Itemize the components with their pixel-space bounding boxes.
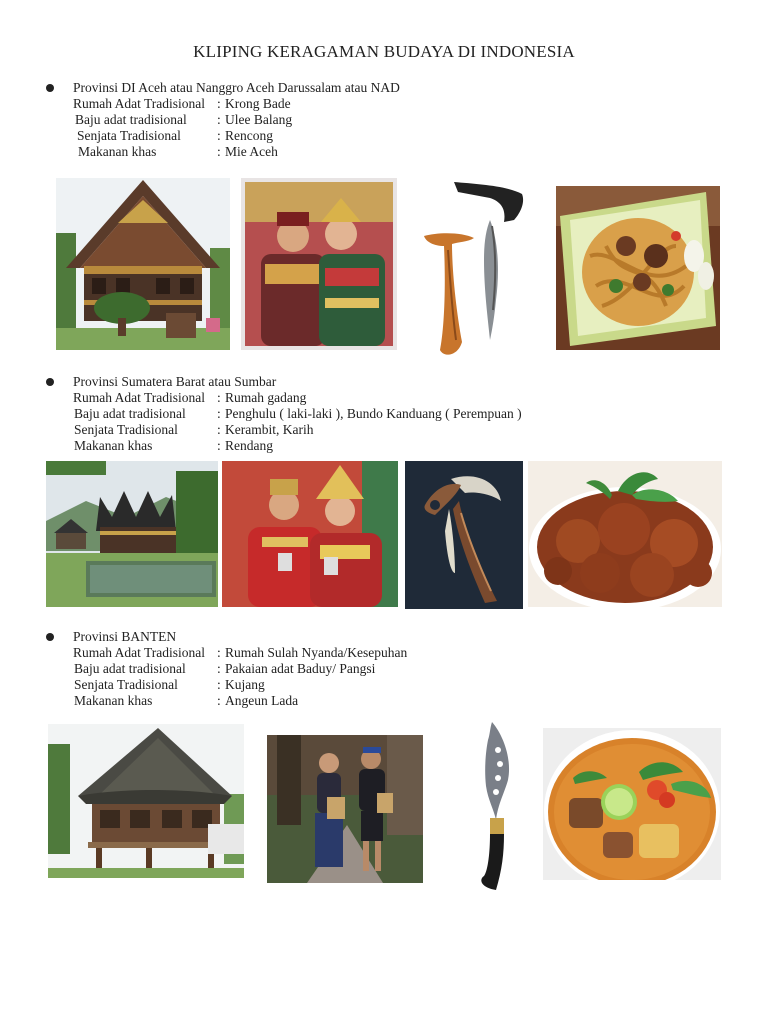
house-photo <box>46 461 218 607</box>
row-value: Ulee Balang <box>225 112 293 127</box>
row-label: Senjata Tradisional <box>74 677 178 692</box>
info-row-clothing <box>46 112 746 128</box>
row-label: Makanan khas <box>78 144 157 159</box>
house-photo <box>56 178 230 350</box>
row-label: Makanan khas <box>74 693 153 708</box>
info-row-weapon <box>46 677 746 693</box>
info-row-weapon <box>46 128 746 144</box>
row-label: Baju adat tradisional <box>75 112 187 127</box>
row-value: Kerambit, Karih <box>225 422 314 437</box>
info-row-clothing <box>46 406 746 422</box>
row-colon: : <box>217 144 221 159</box>
row-value: Penghulu ( laki-laki ), Bundo Kanduang ( Perempuan ) <box>225 406 522 421</box>
row-value: Rendang <box>225 438 273 453</box>
row-colon: : <box>217 677 221 692</box>
row-value: Rumah gadang <box>225 390 307 405</box>
row-colon: : <box>217 422 221 437</box>
row-label: Rumah Adat Tradisional <box>73 390 206 405</box>
info-row-food <box>46 438 746 454</box>
row-label: Rumah Adat Tradisional <box>73 645 206 660</box>
row-label: Senjata Tradisional <box>77 128 181 143</box>
province-name: Provinsi BANTEN <box>73 629 177 644</box>
row-colon: : <box>217 390 221 405</box>
row-value: Kujang <box>225 677 265 692</box>
info-row-house <box>46 96 746 112</box>
bullet-icon <box>46 84 54 92</box>
province-heading <box>46 374 746 390</box>
province-heading <box>46 629 746 645</box>
info-row-house <box>46 645 746 661</box>
province-name: Provinsi Sumatera Barat atau Sumbar <box>73 374 277 389</box>
row-colon: : <box>217 693 221 708</box>
row-value: Angeun Lada <box>225 693 299 708</box>
bullet-icon <box>46 378 54 386</box>
row-value: Mie Aceh <box>225 144 278 159</box>
section-sumbar <box>46 374 746 454</box>
province-heading <box>46 80 746 96</box>
row-value: Krong Bade <box>225 96 291 111</box>
info-row-food <box>46 693 746 709</box>
row-colon: : <box>217 96 221 111</box>
row-label: Senjata Tradisional <box>74 422 178 437</box>
info-row-clothing <box>46 661 746 677</box>
row-colon: : <box>217 661 221 676</box>
info-row-weapon <box>46 422 746 438</box>
row-label: Baju adat tradisional <box>74 661 186 676</box>
house-photo <box>48 724 244 878</box>
row-value: Rumah Sulah Nyanda/Kesepuhan <box>225 645 408 660</box>
weapon-photo <box>474 720 514 892</box>
section-aceh <box>46 80 746 160</box>
food-photo <box>556 186 720 350</box>
row-value: Pakaian adat Baduy/ Pangsi <box>225 661 376 676</box>
couple-photo <box>222 461 398 607</box>
food-photo <box>543 728 721 880</box>
info-row-food <box>46 144 746 160</box>
couple-photo <box>241 178 397 350</box>
couple-photo <box>267 735 423 883</box>
row-colon: : <box>217 128 221 143</box>
weapon-photo <box>418 180 528 360</box>
row-colon: : <box>217 112 221 127</box>
province-name: Provinsi DI Aceh atau Nanggro Aceh Darussalam atau NAD <box>73 80 400 95</box>
bullet-icon <box>46 633 54 641</box>
row-colon: : <box>217 438 221 453</box>
weapon-photo <box>405 461 523 609</box>
food-photo <box>528 461 722 607</box>
info-row-house <box>46 390 746 406</box>
page-title: KLIPING KERAGAMAN BUDAYA DI INDONESIA <box>193 42 575 61</box>
section-banten <box>46 629 746 709</box>
row-label: Rumah Adat Tradisional <box>73 96 206 111</box>
row-label: Makanan khas <box>74 438 153 453</box>
row-value: Rencong <box>225 128 273 143</box>
row-label: Baju adat tradisional <box>74 406 186 421</box>
row-colon: : <box>217 645 221 660</box>
row-colon: : <box>217 406 221 421</box>
